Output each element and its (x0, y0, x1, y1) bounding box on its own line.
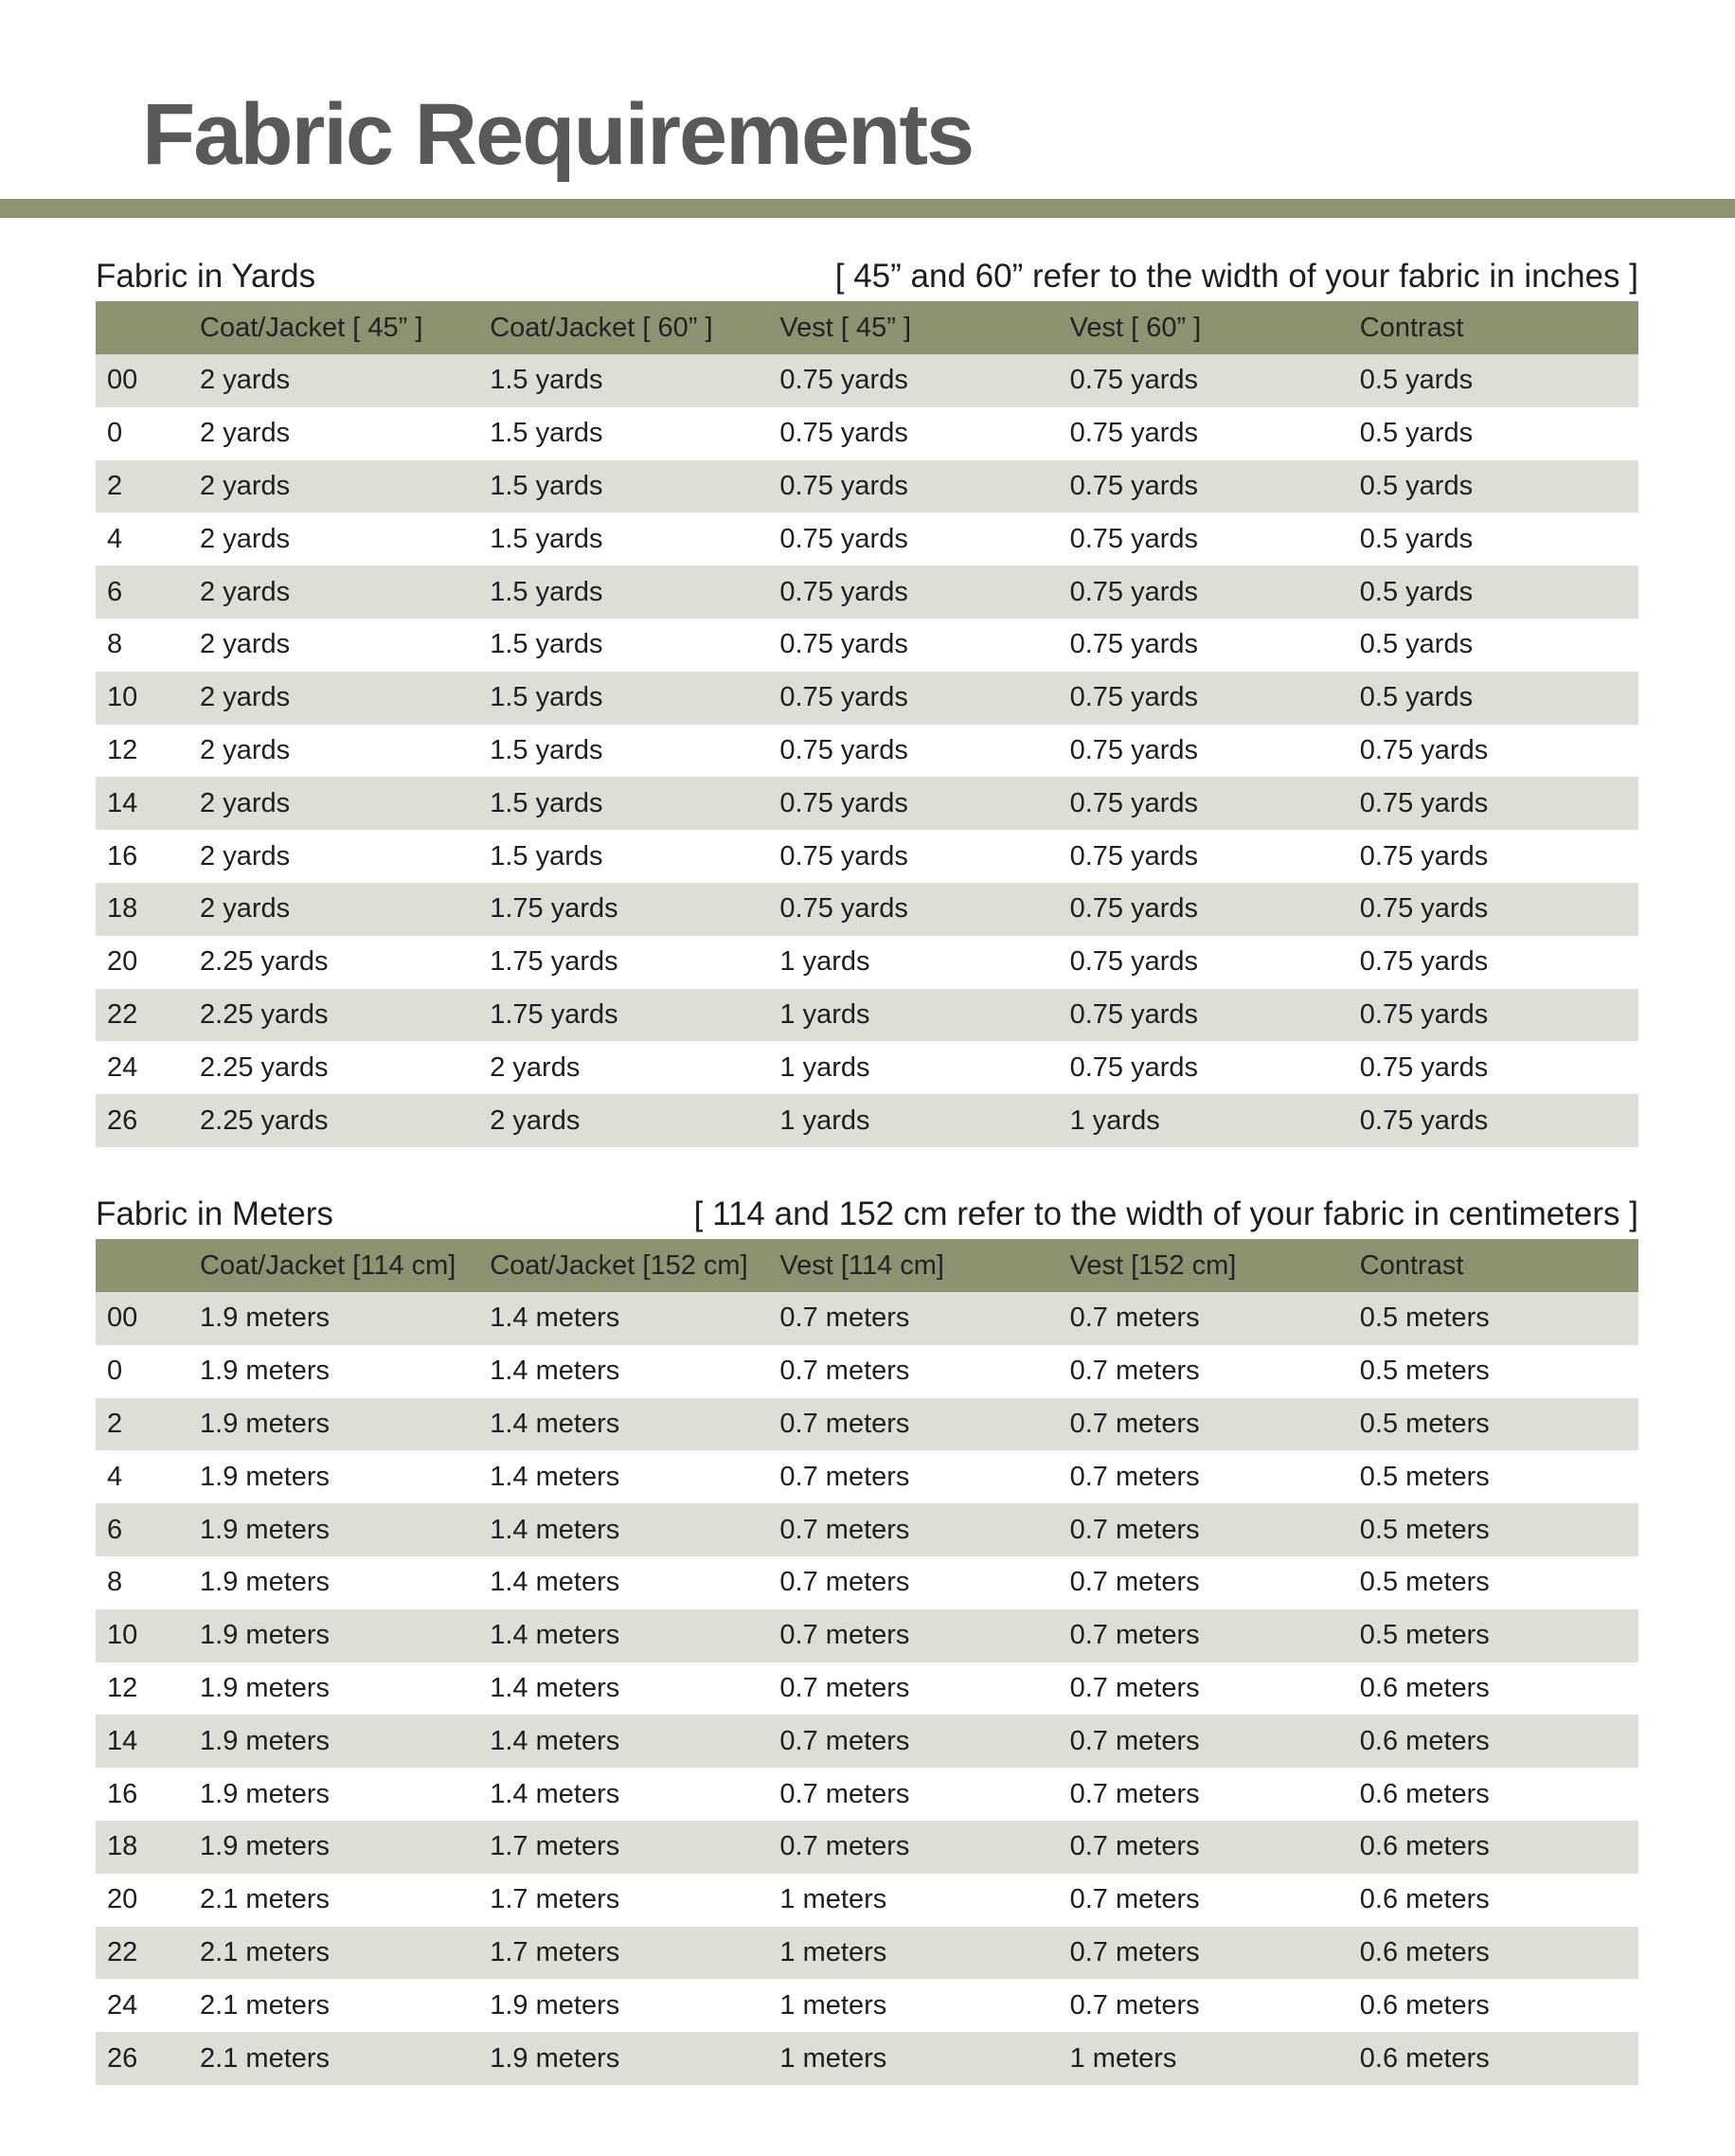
table-row (96, 672, 1638, 725)
table-cell: 0.75 yards (779, 629, 908, 660)
table-row (96, 512, 1638, 566)
table-cell: 1.4 meters (490, 1408, 620, 1439)
table-cell: 0.7 meters (1069, 1778, 1200, 1809)
table-cell: 0.75 yards (1069, 893, 1199, 925)
yards-table (96, 301, 1638, 1147)
table-cell: 1 yards (779, 998, 870, 1030)
size-cell: 6 (107, 576, 123, 607)
table-cell: 0.7 meters (1069, 1356, 1200, 1387)
size-cell: 20 (107, 1884, 138, 1915)
table-cell: 2.25 yards (200, 998, 329, 1030)
table-cell: 1.9 meters (490, 1989, 620, 2021)
table-cell: 2.25 yards (200, 946, 329, 978)
size-cell: 10 (107, 682, 138, 713)
table-cell: 1.9 meters (200, 1831, 331, 1862)
meters-heading: Fabric in Meters (96, 1195, 333, 1232)
table-cell: 1.5 yards (490, 840, 603, 871)
table-cell: 1.5 yards (490, 734, 603, 765)
table-cell: 2 yards (200, 629, 291, 660)
table-cell: 1.75 yards (490, 946, 618, 978)
table-cell: 1.9 meters (200, 1672, 331, 1703)
table-cell: 0.5 yards (1359, 576, 1474, 607)
size-cell: 00 (107, 365, 138, 396)
table-cell: 1.75 yards (490, 998, 618, 1030)
table-cell: 1.9 meters (200, 1725, 331, 1756)
table-cell: 0.5 meters (1359, 1461, 1490, 1492)
table-cell: 0.7 meters (779, 1831, 910, 1862)
table-cell: 1.9 meters (200, 1356, 331, 1387)
table-cell: 1.4 meters (490, 1461, 620, 1492)
size-cell: 22 (107, 1936, 138, 1967)
table-cell: 2 yards (200, 365, 291, 396)
table-cell: 0.75 yards (1069, 840, 1199, 871)
table-cell: 0.75 yards (1359, 893, 1489, 925)
size-cell: 2 (107, 1408, 123, 1439)
table-cell: 2.1 meters (200, 1989, 331, 2021)
table-cell: 0.75 yards (1069, 365, 1199, 396)
title-divider (0, 199, 1735, 218)
table-row (96, 619, 1638, 672)
table-cell: 0.75 yards (1359, 1051, 1489, 1083)
table-cell: 0.75 yards (1069, 1051, 1199, 1083)
table-cell: 0.5 yards (1359, 365, 1474, 396)
table-cell: 1.4 meters (490, 1672, 620, 1703)
size-cell: 18 (107, 893, 138, 925)
table-cell: 1.7 meters (490, 1884, 620, 1915)
table-cell: 2 yards (200, 734, 291, 765)
table-cell: 0.7 meters (779, 1461, 910, 1492)
size-cell: 22 (107, 998, 138, 1030)
table-cell: 0.5 yards (1359, 470, 1474, 501)
table-cell: 0.75 yards (1359, 1105, 1489, 1136)
table-cell: 0.6 meters (1359, 1936, 1490, 1967)
table-cell: 2.1 meters (200, 1936, 331, 1967)
table-cell: 0.75 yards (779, 840, 908, 871)
column-header: Coat/Jacket [ 60” ] (490, 312, 713, 343)
table-cell: 0.75 yards (779, 893, 908, 925)
table-cell: 1.9 meters (200, 1408, 331, 1439)
table-cell: 1 yards (1069, 1105, 1160, 1136)
table-cell: 1.9 meters (200, 1514, 331, 1545)
table-cell: 0.6 meters (1359, 1831, 1490, 1862)
table-row (96, 1715, 1638, 1768)
table-cell: 0.7 meters (779, 1567, 910, 1598)
table-cell: 1.75 yards (490, 893, 618, 925)
yards-section (96, 254, 1638, 1147)
table-cell: 2 yards (200, 470, 291, 501)
table-cell: 0.7 meters (779, 1725, 910, 1756)
size-cell: 14 (107, 787, 138, 818)
table-cell: 1 meters (779, 1884, 887, 1915)
table-cell: 0.75 yards (1359, 787, 1489, 818)
table-cell: 0.75 yards (1069, 576, 1199, 607)
table-row (96, 1398, 1638, 1451)
table-cell: 1.9 meters (490, 2042, 620, 2074)
table-cell: 0.75 yards (1359, 946, 1489, 978)
table-cell: 0.7 meters (1069, 1567, 1200, 1598)
table-cell: 1.9 meters (200, 1567, 331, 1598)
table-cell: 2 yards (200, 787, 291, 818)
table-cell: 0.7 meters (1069, 1303, 1200, 1334)
size-cell: 12 (107, 1672, 138, 1703)
column-header: Contrast (1359, 1249, 1464, 1281)
table-cell: 0.7 meters (1069, 1884, 1200, 1915)
size-cell: 26 (107, 2042, 138, 2074)
table-cell: 0.6 meters (1359, 1672, 1490, 1703)
table-cell: 0.75 yards (1069, 470, 1199, 501)
table-cell: 0.75 yards (779, 682, 908, 713)
table-row (96, 460, 1638, 513)
size-cell: 0 (107, 418, 123, 449)
table-cell: 2 yards (200, 893, 291, 925)
table-cell: 0.6 meters (1359, 1884, 1490, 1915)
table-cell: 1.9 meters (200, 1461, 331, 1492)
column-header: Vest [152 cm] (1069, 1249, 1237, 1281)
table-cell: 1 meters (779, 1989, 887, 2021)
yards-section-header (96, 254, 1638, 301)
size-cell: 2 (107, 470, 123, 501)
page-title: Fabric Requirements (142, 86, 974, 183)
size-cell: 12 (107, 734, 138, 765)
yards-heading: Fabric in Yards (96, 258, 316, 295)
table-cell: 1.4 meters (490, 1514, 620, 1545)
table-cell: 1.5 yards (490, 523, 603, 554)
table-cell: 0.7 meters (779, 1672, 910, 1703)
table-cell: 1.4 meters (490, 1725, 620, 1756)
table-cell: 0.75 yards (1069, 787, 1199, 818)
column-header (96, 1239, 188, 1292)
table-cell: 2 yards (490, 1105, 581, 1136)
size-cell: 18 (107, 1831, 138, 1862)
table-cell: 1.5 yards (490, 682, 603, 713)
size-cell: 20 (107, 946, 138, 978)
table-cell: 2 yards (200, 840, 291, 871)
table-cell: 1.4 meters (490, 1778, 620, 1809)
table-cell: 1 meters (1069, 2042, 1177, 2074)
table-cell: 1 meters (779, 1936, 887, 1967)
table-cell: 0.75 yards (1069, 998, 1199, 1030)
table-row (96, 566, 1638, 619)
column-header: Coat/Jacket [ 45” ] (200, 312, 423, 343)
table-cell: 0.7 meters (1069, 1936, 1200, 1967)
table-row (96, 883, 1638, 936)
table-cell: 0.5 yards (1359, 682, 1474, 713)
meters-section-header (96, 1192, 1638, 1239)
size-cell: 8 (107, 629, 123, 660)
table-cell: 0.5 meters (1359, 1620, 1490, 1651)
size-cell: 10 (107, 1620, 138, 1651)
table-cell: 0.75 yards (779, 734, 908, 765)
table-cell: 0.75 yards (1359, 840, 1489, 871)
table-cell: 2.1 meters (200, 1884, 331, 1915)
size-cell: 8 (107, 1567, 123, 1598)
table-row (96, 1927, 1638, 1980)
size-cell: 14 (107, 1725, 138, 1756)
table-row (96, 1450, 1638, 1503)
table-row (96, 1662, 1638, 1716)
table-cell: 0.7 meters (779, 1620, 910, 1651)
table-row (96, 1821, 1638, 1874)
size-cell: 4 (107, 523, 123, 554)
table-cell: 1 yards (779, 1051, 870, 1083)
column-header: Vest [ 45” ] (779, 312, 912, 343)
table-cell: 1.4 meters (490, 1567, 620, 1598)
table-cell: 0.5 meters (1359, 1408, 1490, 1439)
column-header: Coat/Jacket [152 cm] (490, 1249, 748, 1281)
table-cell: 1.9 meters (200, 1620, 331, 1651)
table-cell: 0.75 yards (779, 365, 908, 396)
table-cell: 2 yards (200, 523, 291, 554)
table-cell: 2 yards (200, 418, 291, 449)
column-header (96, 301, 188, 354)
table-cell: 0.75 yards (779, 787, 908, 818)
table-cell: 0.75 yards (1069, 682, 1199, 713)
table-cell: 0.7 meters (779, 1408, 910, 1439)
meters-section (96, 1192, 1638, 2085)
table-cell: 0.5 meters (1359, 1356, 1490, 1387)
table-cell: 0.6 meters (1359, 2042, 1490, 2074)
table-cell: 0.7 meters (1069, 1408, 1200, 1439)
table-cell: 1.4 meters (490, 1303, 620, 1334)
table-row (96, 407, 1638, 460)
table-cell: 0.7 meters (1069, 1672, 1200, 1703)
table-cell: 0.75 yards (779, 470, 908, 501)
size-cell: 24 (107, 1051, 138, 1083)
table-row (96, 936, 1638, 989)
table-row (96, 725, 1638, 778)
table-cell: 0.6 meters (1359, 1725, 1490, 1756)
table-row (96, 777, 1638, 830)
size-cell: 16 (107, 1778, 138, 1809)
table-cell: 1.9 meters (200, 1303, 331, 1334)
table-cell: 0.7 meters (779, 1778, 910, 1809)
table-cell: 0.7 meters (1069, 1514, 1200, 1545)
table-header-row (96, 1239, 1638, 1292)
table-cell: 0.7 meters (1069, 1725, 1200, 1756)
table-row (96, 1041, 1638, 1094)
size-cell: 26 (107, 1105, 138, 1136)
table-cell: 1 yards (779, 946, 870, 978)
table-cell: 0.7 meters (1069, 1461, 1200, 1492)
table-cell: 1.7 meters (490, 1936, 620, 1967)
table-row (96, 1979, 1638, 2032)
column-header: Vest [114 cm] (779, 1249, 944, 1281)
table-row (96, 1345, 1638, 1398)
table-cell: 2.1 meters (200, 2042, 331, 2074)
table-cell: 1.5 yards (490, 629, 603, 660)
yards-note: [ 45” and 60” refer to the width of your fabric in inches ] (834, 258, 1638, 295)
table-cell: 1.9 meters (200, 1778, 331, 1809)
table-row (96, 1094, 1638, 1147)
table-cell: 0.7 meters (779, 1514, 910, 1545)
table-row (96, 2032, 1638, 2085)
table-cell: 0.6 meters (1359, 1989, 1490, 2021)
table-cell: 1.5 yards (490, 470, 603, 501)
size-cell: 6 (107, 1514, 123, 1545)
table-row (96, 830, 1638, 883)
table-cell: 0.75 yards (779, 576, 908, 607)
meters-note: [ 114 and 152 cm refer to the width of your fabric in centimeters ] (693, 1195, 1638, 1232)
table-cell: 2.25 yards (200, 1051, 329, 1083)
table-cell: 0.75 yards (1069, 734, 1199, 765)
table-cell: 1.4 meters (490, 1620, 620, 1651)
meters-table (96, 1239, 1638, 2085)
table-header-row (96, 301, 1638, 354)
table-cell: 0.75 yards (1359, 734, 1489, 765)
table-cell: 2 yards (200, 682, 291, 713)
table-cell: 1 yards (779, 1105, 870, 1136)
column-header: Vest [ 60” ] (1069, 312, 1202, 343)
table-cell: 0.75 yards (1069, 946, 1199, 978)
column-header: Coat/Jacket [114 cm] (200, 1249, 456, 1281)
column-header: Contrast (1359, 312, 1464, 343)
table-cell: 0.5 yards (1359, 418, 1474, 449)
table-row (96, 354, 1638, 407)
table-cell: 1.4 meters (490, 1356, 620, 1387)
table-cell: 0.75 yards (779, 523, 908, 554)
table-cell: 0.7 meters (1069, 1620, 1200, 1651)
table-cell: 0.75 yards (779, 418, 908, 449)
table-cell: 0.5 yards (1359, 629, 1474, 660)
table-cell: 0.5 meters (1359, 1514, 1490, 1545)
table-cell: 0.6 meters (1359, 1778, 1490, 1809)
table-row (96, 1292, 1638, 1345)
table-cell: 0.5 meters (1359, 1567, 1490, 1598)
table-cell: 0.75 yards (1069, 523, 1199, 554)
table-row (96, 1503, 1638, 1556)
table-cell: 0.75 yards (1359, 998, 1489, 1030)
table-cell: 2 yards (200, 576, 291, 607)
table-cell: 0.7 meters (1069, 1831, 1200, 1862)
table-cell: 0.75 yards (1069, 418, 1199, 449)
table-row (96, 1874, 1638, 1927)
table-cell: 1 meters (779, 2042, 887, 2074)
table-row (96, 1609, 1638, 1662)
table-cell: 0.7 meters (779, 1303, 910, 1334)
size-cell: 0 (107, 1356, 123, 1387)
table-cell: 2 yards (490, 1051, 581, 1083)
table-cell: 0.5 meters (1359, 1303, 1490, 1334)
size-cell: 4 (107, 1461, 123, 1492)
table-row (96, 989, 1638, 1042)
table-cell: 1.5 yards (490, 365, 603, 396)
size-cell: 16 (107, 840, 138, 871)
size-cell: 24 (107, 1989, 138, 2021)
table-cell: 0.5 yards (1359, 523, 1474, 554)
size-cell: 00 (107, 1303, 138, 1334)
table-cell: 0.7 meters (1069, 1989, 1200, 2021)
table-row (96, 1768, 1638, 1821)
table-cell: 1.5 yards (490, 418, 603, 449)
table-cell: 1.5 yards (490, 576, 603, 607)
table-row (96, 1556, 1638, 1609)
table-cell: 1.7 meters (490, 1831, 620, 1862)
table-cell: 0.7 meters (779, 1356, 910, 1387)
table-cell: 2.25 yards (200, 1105, 329, 1136)
table-cell: 0.75 yards (1069, 629, 1199, 660)
table-cell: 1.5 yards (490, 787, 603, 818)
